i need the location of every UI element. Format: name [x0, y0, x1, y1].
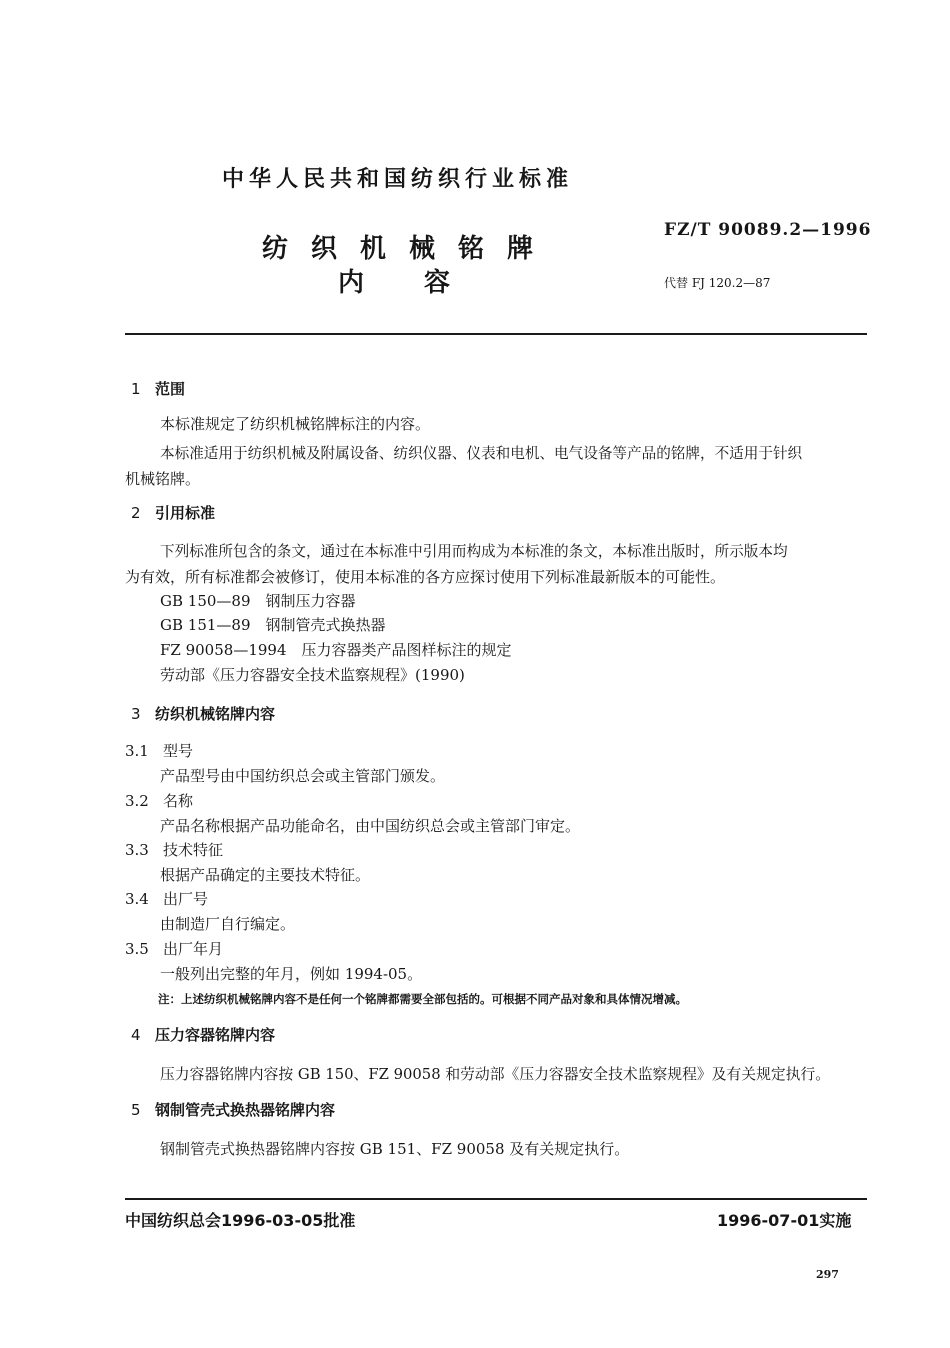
section-4-paragraph: 压力容器铭牌内容按 GB 150、FZ 90058 和劳动部《压力容器安全技术监察规程》及有关规定执行。: [160, 1066, 831, 1083]
section-1-heading: [131, 378, 185, 399]
section-3-note: 注：上述纺织机械铭牌内容不是任何一个铭牌都需要全部包括的。可根据不同产品对象和具体情况增减。: [158, 992, 687, 1006]
subsection-number: 3.4: [125, 890, 149, 908]
footer-divider: [125, 1198, 867, 1200]
document-title-line2: 内容: [338, 268, 511, 298]
section-5-heading: [131, 1099, 335, 1120]
header-divider: [125, 333, 867, 335]
section-1-paragraph-2b: 机械铭牌。: [125, 470, 201, 488]
section-1-paragraph-1: 本标准规定了纺织机械铭牌标注的内容。: [160, 415, 431, 433]
subsection-3-1-text: 产品型号由中国纺织总会或主管部门颁发。: [160, 767, 446, 785]
section-2-paragraph-1a: 下列标准所包含的条文，通过在本标准中引用而构成为本标准的条文，本标准出版时，所示版本均: [160, 543, 788, 560]
section-2-number: 2: [131, 504, 141, 522]
subsection-title: 型号: [163, 742, 194, 760]
approval-date: 中国纺织总会1996-03-05批准: [125, 1211, 356, 1230]
section-4-number: 4: [131, 1026, 141, 1044]
reference-item: GB 150—89 钢制压力容器: [160, 592, 356, 610]
subsection-3-4-heading: [125, 888, 208, 909]
page-number: 297: [816, 1268, 839, 1281]
subsection-number: 3.3: [125, 841, 149, 859]
document-title-line1: 纺织机械铭牌: [262, 234, 557, 264]
section-3-number: 3: [131, 705, 141, 723]
subsection-title: 出厂号: [163, 890, 209, 908]
section-1-title: 范围: [155, 380, 186, 398]
subsection-title: 出厂年月: [163, 940, 224, 958]
subsection-3-1-heading: [125, 740, 193, 761]
reference-item: 劳动部《压力容器安全技术监察规程》(1990): [160, 666, 465, 684]
section-2-paragraph-1b: 为有效，所有标准都会被修订，使用本标准的各方应探讨使用下列标准最新版本的可能性。: [125, 568, 726, 586]
subsection-3-5-text: 一般列出完整的年月，例如 1994-05。: [160, 965, 423, 983]
subsection-number: 3.2: [125, 792, 149, 810]
org-title: 中华人民共和国纺织行业标准: [222, 167, 574, 192]
standard-code: FZ/T 90089.2—1996: [664, 220, 872, 240]
subsection-number: 3.1: [125, 742, 149, 760]
subsection-title: 名称: [163, 792, 194, 810]
section-4-title: 压力容器铭牌内容: [155, 1026, 276, 1044]
section-1-paragraph-2a: 本标准适用于纺织机械及附属设备、纺织仪器、仪表和电机、电气设备等产品的铭牌，不适用于针织: [160, 445, 803, 462]
section-5-title: 钢制管壳式换热器铭牌内容: [155, 1101, 336, 1119]
implementation-date: 1996-07-01实施: [717, 1211, 852, 1230]
replaces-standard: 代替 FJ 120.2—87: [664, 276, 771, 290]
section-3-heading: [131, 703, 275, 724]
subsection-3-4-text: 由制造厂自行编定。: [160, 915, 296, 933]
reference-item: FZ 90058—1994 压力容器类产品图样标注的规定: [160, 641, 512, 659]
section-2-heading: [131, 502, 215, 523]
subsection-3-2-text: 产品名称根据产品功能命名，由中国纺织总会或主管部门审定。: [160, 817, 581, 835]
subsection-3-3-text: 根据产品确定的主要技术特征。: [160, 866, 371, 884]
subsection-number: 3.5: [125, 940, 149, 958]
section-5-paragraph: 钢制管壳式换热器铭牌内容按 GB 151、FZ 90058 及有关规定执行。: [160, 1140, 630, 1158]
section-2-title: 引用标准: [155, 504, 216, 522]
section-5-number: 5: [131, 1101, 141, 1119]
reference-item: GB 151—89 钢制管壳式换热器: [160, 616, 386, 634]
subsection-3-2-heading: [125, 790, 193, 811]
section-3-title: 纺织机械铭牌内容: [155, 705, 276, 723]
subsection-3-3-heading: [125, 839, 223, 860]
section-4-heading: [131, 1024, 275, 1045]
subsection-title: 技术特征: [163, 841, 224, 859]
subsection-3-5-heading: [125, 938, 223, 959]
section-1-number: 1: [131, 380, 141, 398]
